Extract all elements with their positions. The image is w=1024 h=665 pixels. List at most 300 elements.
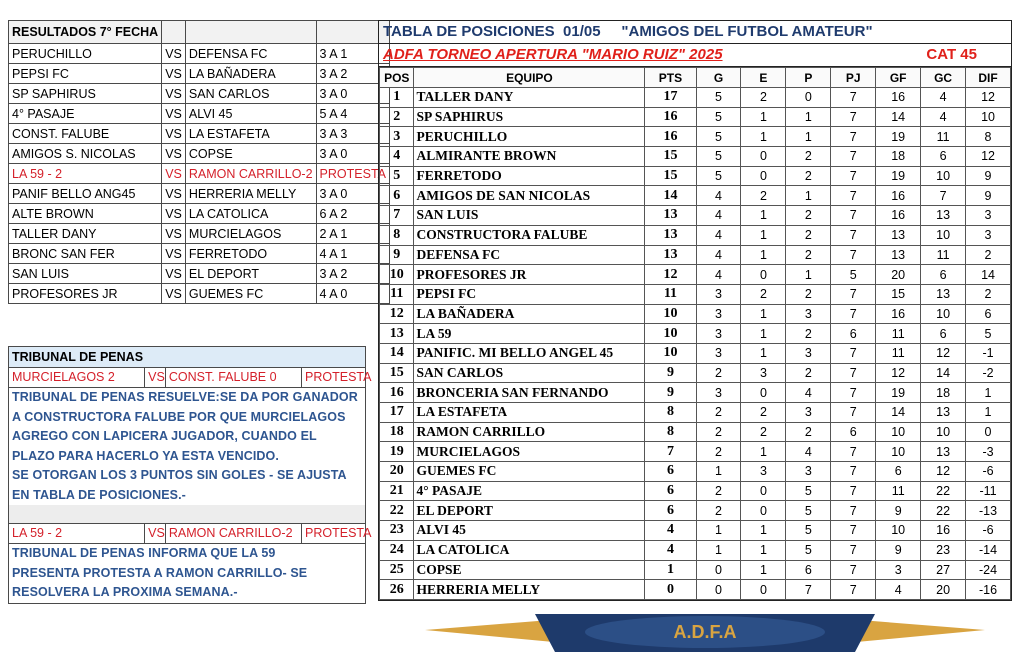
standings-panel (378, 20, 1012, 601)
row-gc: 22 (921, 501, 966, 521)
standings-row (380, 245, 1011, 265)
result-row (9, 264, 390, 284)
row-pos: 26 (380, 580, 414, 600)
row-e: 1 (741, 206, 786, 226)
row-e: 2 (741, 88, 786, 108)
standings-row (380, 166, 1011, 186)
row-team: BRONCERIA SAN FERNANDO (414, 383, 645, 403)
result-vs: VS (162, 164, 186, 184)
row-gf: 10 (876, 422, 921, 442)
row-pj: 7 (831, 206, 876, 226)
standings-row (380, 442, 1011, 462)
row-pos: 3 (380, 127, 414, 147)
row-pts: 1 (645, 560, 696, 580)
row-pj: 7 (831, 107, 876, 127)
row-p: 5 (786, 540, 831, 560)
row-gf: 19 (876, 383, 921, 403)
row-gc: 6 (921, 265, 966, 285)
row-dif: 1 (966, 383, 1011, 403)
result-vs: VS (162, 244, 186, 264)
row-g: 3 (696, 284, 741, 304)
tribunal-title: TRIBUNAL DE PENAS (8, 346, 366, 368)
standings-row (380, 304, 1011, 324)
row-g: 5 (696, 147, 741, 167)
result-score: 3 A 0 (316, 184, 389, 204)
row-team: LA CATOLICA (414, 540, 645, 560)
row-dif: 2 (966, 245, 1011, 265)
result-row (9, 184, 390, 204)
tournament-banner (379, 44, 1011, 67)
row-pj: 7 (831, 540, 876, 560)
row-e: 1 (741, 442, 786, 462)
result-row (9, 104, 390, 124)
result-vs: VS (162, 104, 186, 124)
row-pj: 7 (831, 501, 876, 521)
result-score: 4 A 1 (316, 244, 389, 264)
row-pos: 16 (380, 383, 414, 403)
row-e: 1 (741, 560, 786, 580)
row-g: 2 (696, 481, 741, 501)
row-pj: 7 (831, 186, 876, 206)
row-pos: 14 (380, 343, 414, 363)
row-e: 3 (741, 363, 786, 383)
col-pts: PTS (645, 68, 696, 88)
category-label: CAT 45 (926, 46, 977, 63)
row-pts: 16 (645, 107, 696, 127)
row-gc: 6 (921, 324, 966, 344)
col-e: E (741, 68, 786, 88)
row-team: TALLER DANY (414, 88, 645, 108)
row-team: PERUCHILLO (414, 127, 645, 147)
row-g: 4 (696, 225, 741, 245)
standings-row (380, 481, 1011, 501)
result-home: SP SAPHIRUS (9, 84, 162, 104)
standings-row (380, 206, 1011, 226)
result-away: COPSE (185, 144, 316, 164)
standings-row (380, 147, 1011, 167)
row-gf: 18 (876, 147, 921, 167)
row-gc: 11 (921, 127, 966, 147)
row-gf: 9 (876, 501, 921, 521)
row-e: 1 (741, 324, 786, 344)
row-dif: -24 (966, 560, 1011, 580)
row-gc: 13 (921, 403, 966, 423)
row-g: 2 (696, 363, 741, 383)
row-g: 3 (696, 324, 741, 344)
row-gc: 18 (921, 383, 966, 403)
row-pos: 4 (380, 147, 414, 167)
row-p: 3 (786, 304, 831, 324)
row-dif: -14 (966, 540, 1011, 560)
row-gc: 10 (921, 225, 966, 245)
result-home: PEPSI FC (9, 64, 162, 84)
row-pts: 6 (645, 462, 696, 482)
row-pos: 15 (380, 363, 414, 383)
row-e: 0 (741, 166, 786, 186)
row-pj: 7 (831, 521, 876, 541)
row-pj: 7 (831, 403, 876, 423)
result-score: 3 A 2 (316, 64, 389, 84)
result-away: GUEMES FC (185, 284, 316, 304)
col-gf: GF (876, 68, 921, 88)
row-gf: 13 (876, 245, 921, 265)
note-line: PRESENTA PROTESTA A RAMON CARRILLO- SE (12, 565, 308, 580)
row-gf: 10 (876, 521, 921, 541)
row-dif: 5 (966, 324, 1011, 344)
result-home: LA 59 - 2 (9, 164, 162, 184)
case-status: PROTESTA (305, 526, 372, 540)
row-pj: 7 (831, 442, 876, 462)
row-pts: 6 (645, 481, 696, 501)
row-gc: 12 (921, 343, 966, 363)
row-gf: 15 (876, 284, 921, 304)
standings-row (380, 560, 1011, 580)
result-row (9, 204, 390, 224)
row-pj: 7 (831, 481, 876, 501)
row-gf: 3 (876, 560, 921, 580)
row-pos: 11 (380, 284, 414, 304)
row-gf: 11 (876, 481, 921, 501)
row-e: 1 (741, 540, 786, 560)
row-team: MURCIELAGOS (414, 442, 645, 462)
row-g: 4 (696, 186, 741, 206)
row-dif: 9 (966, 186, 1011, 206)
row-pos: 21 (380, 481, 414, 501)
row-gf: 16 (876, 186, 921, 206)
result-away: LA ESTAFETA (185, 124, 316, 144)
result-score: 4 A 0 (316, 284, 389, 304)
standings-row (380, 225, 1011, 245)
tribunal-panel (8, 346, 372, 604)
result-score: 3 A 2 (316, 264, 389, 284)
row-pts: 4 (645, 540, 696, 560)
row-pj: 7 (831, 225, 876, 245)
row-team: DEFENSA FC (414, 245, 645, 265)
note-line: TRIBUNAL DE PENAS INFORMA QUE LA 59 (12, 546, 276, 560)
row-g: 4 (696, 206, 741, 226)
row-gc: 4 (921, 88, 966, 108)
standings-row (380, 403, 1011, 423)
row-team: PROFESORES JR (414, 265, 645, 285)
row-pts: 10 (645, 304, 696, 324)
row-gc: 14 (921, 363, 966, 383)
case-vs: VS (145, 524, 166, 543)
result-score: 5 A 4 (316, 104, 389, 124)
row-p: 5 (786, 481, 831, 501)
row-dif: -13 (966, 501, 1011, 521)
svg-text:A.D.F.A: A.D.F.A (673, 622, 737, 642)
row-p: 3 (786, 343, 831, 363)
row-pos: 20 (380, 462, 414, 482)
row-pos: 19 (380, 442, 414, 462)
row-p: 3 (786, 462, 831, 482)
row-pos: 12 (380, 304, 414, 324)
row-dif: 6 (966, 304, 1011, 324)
row-g: 3 (696, 383, 741, 403)
standings-row (380, 383, 1011, 403)
row-team: CONSTRUCTORA FALUBE (414, 225, 645, 245)
row-e: 1 (741, 107, 786, 127)
row-pj: 7 (831, 462, 876, 482)
standings-title: TABLA DE POSICIONES 01/05 "AMIGOS DEL FUTBOL AMATEUR" (379, 21, 1011, 44)
row-dif: 2 (966, 284, 1011, 304)
row-team: RAMON CARRILLO (414, 422, 645, 442)
row-gf: 16 (876, 88, 921, 108)
result-vs: VS (162, 204, 186, 224)
note-line: EN TABLA DE POSICIONES.- (12, 487, 186, 502)
row-g: 2 (696, 403, 741, 423)
row-e: 0 (741, 265, 786, 285)
row-dif: 12 (966, 88, 1011, 108)
row-pj: 6 (831, 422, 876, 442)
standings-row (380, 422, 1011, 442)
row-p: 2 (786, 363, 831, 383)
row-g: 3 (696, 304, 741, 324)
result-row (9, 124, 390, 144)
row-e: 2 (741, 284, 786, 304)
case-vs: VS (145, 368, 166, 387)
row-e: 0 (741, 580, 786, 600)
row-gc: 11 (921, 245, 966, 265)
row-gf: 16 (876, 206, 921, 226)
tribunal-case-row (8, 524, 372, 544)
row-team: LA ESTAFETA (414, 403, 645, 423)
col-pos: POS (380, 68, 414, 88)
row-team: PEPSI FC (414, 284, 645, 304)
result-vs: VS (162, 64, 186, 84)
result-row (9, 164, 390, 184)
row-team: FERRETODO (414, 166, 645, 186)
row-e: 2 (741, 186, 786, 206)
result-row (9, 284, 390, 304)
row-dif: -11 (966, 481, 1011, 501)
row-gc: 7 (921, 186, 966, 206)
row-p: 2 (786, 422, 831, 442)
row-p: 4 (786, 383, 831, 403)
result-away: EL DEPORT (185, 264, 316, 284)
row-gf: 14 (876, 403, 921, 423)
case-away: RAMON CARRILLO-2 (166, 524, 302, 543)
result-away: LA CATOLICA (185, 204, 316, 224)
result-row (9, 144, 390, 164)
row-e: 1 (741, 343, 786, 363)
row-pj: 7 (831, 147, 876, 167)
row-pos: 24 (380, 540, 414, 560)
result-vs: VS (162, 184, 186, 204)
result-vs: VS (162, 44, 186, 64)
result-row (9, 224, 390, 244)
result-home: ALTE BROWN (9, 204, 162, 224)
row-p: 1 (786, 265, 831, 285)
row-pts: 16 (645, 127, 696, 147)
row-pj: 7 (831, 245, 876, 265)
tribunal-info-note (8, 544, 366, 604)
row-pts: 0 (645, 580, 696, 600)
result-home: PANIF BELLO ANG45 (9, 184, 162, 204)
row-pts: 4 (645, 521, 696, 541)
note-line: TRIBUNAL DE PENAS RESUELVE:SE DA POR GANADOR (12, 390, 358, 404)
col-pj: PJ (831, 68, 876, 88)
row-p: 2 (786, 206, 831, 226)
row-dif: -3 (966, 442, 1011, 462)
row-pos: 7 (380, 206, 414, 226)
row-p: 1 (786, 107, 831, 127)
standings-row (380, 580, 1011, 600)
result-away: FERRETODO (185, 244, 316, 264)
results-panel (8, 20, 386, 304)
row-gf: 11 (876, 324, 921, 344)
row-gc: 13 (921, 284, 966, 304)
results-title: RESULTADOS 7° FECHA (9, 21, 162, 44)
results-header-row (9, 21, 390, 44)
case-home: LA 59 - 2 (9, 524, 145, 543)
row-dif: -6 (966, 462, 1011, 482)
row-pts: 15 (645, 166, 696, 186)
row-pj: 7 (831, 127, 876, 147)
row-gf: 13 (876, 225, 921, 245)
row-pj: 7 (831, 580, 876, 600)
standings-row (380, 521, 1011, 541)
row-pos: 18 (380, 422, 414, 442)
row-g: 2 (696, 442, 741, 462)
row-gc: 10 (921, 422, 966, 442)
tribunal-resolution-note (8, 388, 366, 505)
row-dif: -16 (966, 580, 1011, 600)
row-gc: 12 (921, 462, 966, 482)
standings-row (380, 284, 1011, 304)
row-pj: 7 (831, 166, 876, 186)
row-gf: 19 (876, 166, 921, 186)
row-dif: 10 (966, 107, 1011, 127)
row-dif: 8 (966, 127, 1011, 147)
row-e: 1 (741, 225, 786, 245)
row-pos: 6 (380, 186, 414, 206)
row-e: 0 (741, 147, 786, 167)
row-p: 2 (786, 166, 831, 186)
result-vs: VS (162, 84, 186, 104)
result-score: 3 A 3 (316, 124, 389, 144)
row-dif: 3 (966, 225, 1011, 245)
row-e: 0 (741, 501, 786, 521)
tournament-name: ADFA TORNEO APERTURA "MARIO RUIZ" 2025 (383, 46, 723, 63)
row-team: PANIFIC. MI BELLO ANGEL 45 (414, 343, 645, 363)
result-home: BRONC SAN FER (9, 244, 162, 264)
standings-row (380, 127, 1011, 147)
row-pos: 25 (380, 560, 414, 580)
row-g: 2 (696, 422, 741, 442)
row-pts: 14 (645, 186, 696, 206)
row-p: 2 (786, 147, 831, 167)
result-home: PERUCHILLO (9, 44, 162, 64)
row-pj: 7 (831, 363, 876, 383)
row-g: 0 (696, 560, 741, 580)
row-e: 2 (741, 403, 786, 423)
row-p: 1 (786, 127, 831, 147)
row-gc: 10 (921, 166, 966, 186)
result-score: 3 A 0 (316, 144, 389, 164)
note-line: A CONSTRUCTORA FALUBE POR QUE MURCIELAGOS (12, 409, 346, 424)
row-pts: 13 (645, 245, 696, 265)
row-pj: 5 (831, 265, 876, 285)
result-vs: VS (162, 124, 186, 144)
row-g: 5 (696, 88, 741, 108)
row-pts: 6 (645, 501, 696, 521)
row-team: ALVI 45 (414, 521, 645, 541)
row-dif: 0 (966, 422, 1011, 442)
result-row (9, 244, 390, 264)
row-pts: 9 (645, 363, 696, 383)
result-vs: VS (162, 264, 186, 284)
row-p: 0 (786, 88, 831, 108)
row-gc: 13 (921, 206, 966, 226)
row-gc: 4 (921, 107, 966, 127)
row-g: 4 (696, 265, 741, 285)
row-pts: 10 (645, 324, 696, 344)
row-gc: 16 (921, 521, 966, 541)
col-g: G (696, 68, 741, 88)
row-e: 0 (741, 481, 786, 501)
row-g: 0 (696, 580, 741, 600)
row-pos: 8 (380, 225, 414, 245)
result-score: 3 A 0 (316, 84, 389, 104)
col-team: EQUIPO (414, 68, 645, 88)
row-team: GUEMES FC (414, 462, 645, 482)
row-g: 1 (696, 462, 741, 482)
row-g: 5 (696, 166, 741, 186)
row-team: ALMIRANTE BROWN (414, 147, 645, 167)
row-pos: 22 (380, 501, 414, 521)
row-p: 5 (786, 501, 831, 521)
result-home: SAN LUIS (9, 264, 162, 284)
row-gc: 6 (921, 147, 966, 167)
standings-row (380, 343, 1011, 363)
result-home: 4° PASAJE (9, 104, 162, 124)
row-team: 4° PASAJE (414, 481, 645, 501)
row-p: 2 (786, 324, 831, 344)
case-home: MURCIELAGOS 2 (9, 368, 145, 387)
row-gc: 20 (921, 580, 966, 600)
row-pos: 5 (380, 166, 414, 186)
row-gc: 13 (921, 442, 966, 462)
row-gf: 9 (876, 540, 921, 560)
row-pts: 7 (645, 442, 696, 462)
standings-header-row (380, 68, 1011, 88)
row-team: HERRERIA MELLY (414, 580, 645, 600)
row-pts: 11 (645, 284, 696, 304)
row-pos: 10 (380, 265, 414, 285)
row-dif: 3 (966, 206, 1011, 226)
case-away: CONST. FALUBE 0 (166, 368, 302, 387)
row-pts: 9 (645, 383, 696, 403)
result-away: HERRERIA MELLY (185, 184, 316, 204)
result-away: MURCIELAGOS (185, 224, 316, 244)
row-gf: 10 (876, 442, 921, 462)
col-p: P (786, 68, 831, 88)
result-away: RAMON CARRILLO-2 (185, 164, 316, 184)
row-pts: 8 (645, 403, 696, 423)
row-p: 3 (786, 403, 831, 423)
row-pts: 12 (645, 265, 696, 285)
row-team: EL DEPORT (414, 501, 645, 521)
row-p: 2 (786, 245, 831, 265)
row-g: 3 (696, 343, 741, 363)
row-pos: 17 (380, 403, 414, 423)
result-vs: VS (162, 144, 186, 164)
result-score: PROTESTA (316, 164, 389, 184)
row-dif: 1 (966, 403, 1011, 423)
row-e: 1 (741, 127, 786, 147)
result-home: AMIGOS S. NICOLAS (9, 144, 162, 164)
